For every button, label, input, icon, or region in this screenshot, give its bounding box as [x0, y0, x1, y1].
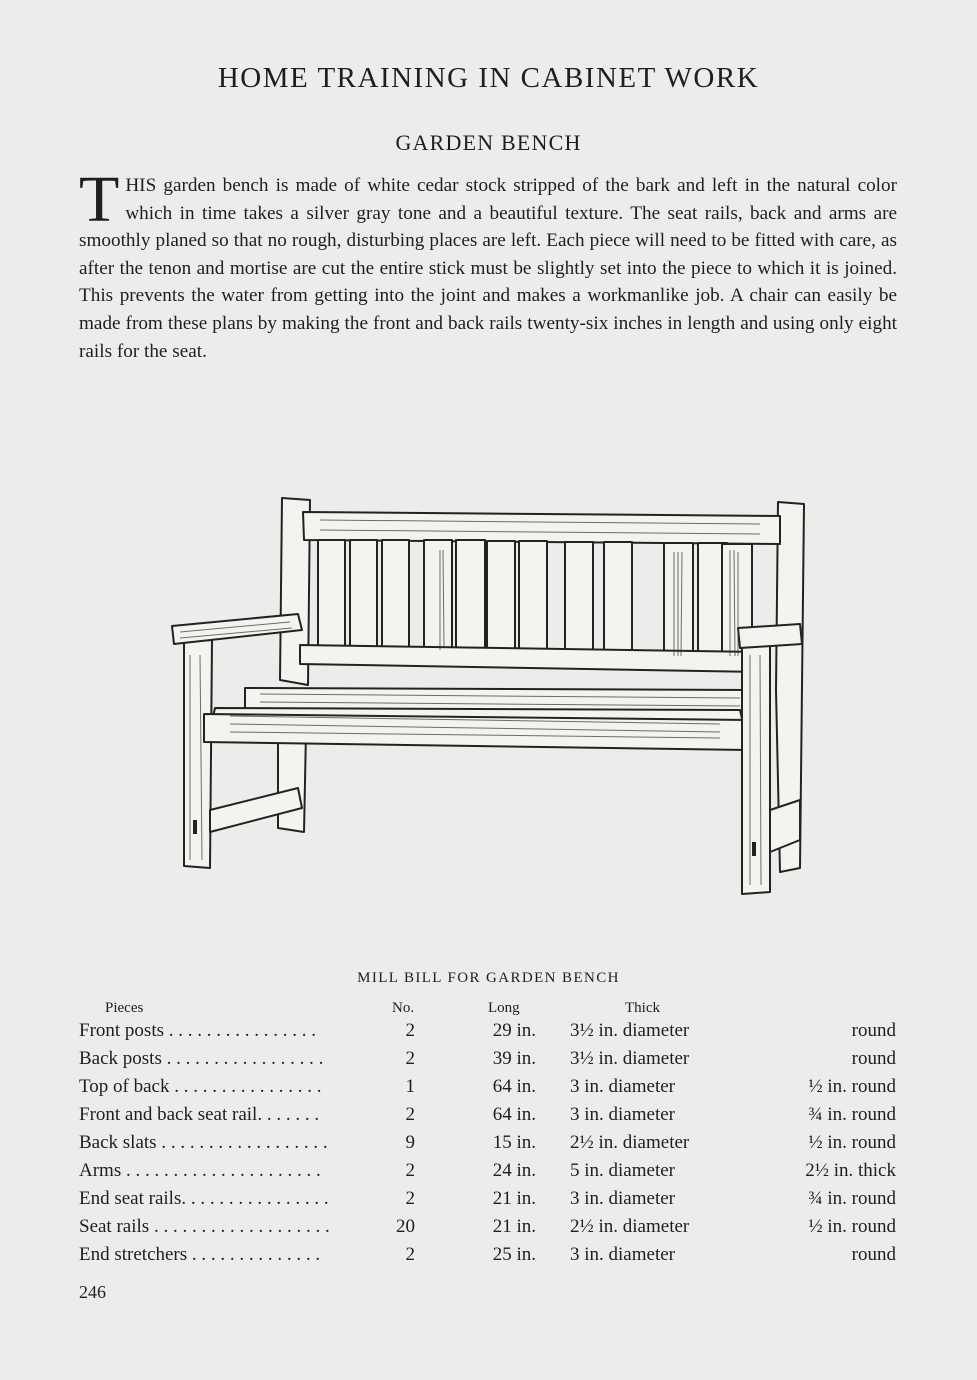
- dot-leader: . . . . . . . . . . . . . . . . . . . . .: [121, 1160, 321, 1181]
- piece-thickness: 3 in. diameter: [570, 1104, 675, 1125]
- piece-finish: 2½ in. thick: [805, 1160, 896, 1181]
- piece-length: 21 in.: [492, 1188, 536, 1209]
- piece-length: 21 in.: [492, 1216, 536, 1237]
- piece-finish: ½ in. round: [808, 1076, 896, 1097]
- piece-count: 2: [405, 1244, 415, 1265]
- piece-finish: round: [851, 1020, 896, 1041]
- table-row: [0, 1188, 977, 1216]
- dot-leader: . . . . . . . . . . . . . . . .: [181, 1188, 329, 1209]
- section-title: GARDEN BENCH: [395, 130, 582, 155]
- dot-leader: . . . . . . . . . . . . . . . . . .: [156, 1132, 328, 1153]
- piece-thickness: 3 in. diameter: [570, 1244, 675, 1265]
- piece-count: 2: [405, 1048, 415, 1069]
- piece-length: 39 in.: [492, 1048, 536, 1069]
- dot-leader: . . . . . . . . . . . . . .: [187, 1244, 321, 1265]
- piece-finish: round: [851, 1244, 896, 1265]
- table-row: [0, 1244, 977, 1272]
- piece-count: 2: [405, 1160, 415, 1181]
- piece-name: Front and back seat rail: [79, 1104, 258, 1125]
- piece-count: 1: [405, 1076, 415, 1097]
- piece-count: 9: [405, 1132, 415, 1153]
- piece-count: 2: [405, 1188, 415, 1209]
- piece-name: Top of back: [79, 1076, 170, 1097]
- piece-count: 2: [405, 1104, 415, 1125]
- table-row: [0, 1020, 977, 1048]
- piece-thickness: 3½ in. diameter: [570, 1020, 690, 1041]
- piece-thickness: 3 in. diameter: [570, 1076, 675, 1097]
- running-head: HOME TRAINING IN CABINET WORK: [217, 62, 760, 94]
- piece-count: 20: [396, 1216, 415, 1237]
- drop-cap: T: [79, 163, 120, 236]
- piece-finish: ½ in. round: [808, 1132, 896, 1153]
- table-row: [0, 1132, 977, 1160]
- garden-bench-drawing: [160, 480, 820, 900]
- piece-finish: round: [851, 1048, 896, 1069]
- piece-thickness: 2½ in. diameter: [570, 1216, 690, 1237]
- dot-leader: . . . . . . . . . . . . . . . . . . .: [149, 1216, 330, 1237]
- piece-count: 2: [405, 1020, 415, 1041]
- table-row: [0, 1160, 977, 1188]
- piece-length: 24 in.: [492, 1160, 536, 1181]
- piece-finish: ½ in. round: [808, 1216, 896, 1237]
- piece-length: 15 in.: [492, 1132, 536, 1153]
- intro-text: HIS garden bench is made of white cedar stock stripped of the bark and left in the natural color which in time takes a silver gray tone and a beautiful texture. The seat rails, back and arms are smoothly planed so that no rough, disturbing places are left. Each piece will need to be fitted with care, as after the tenon and mortise are cut the entire stick must be slightly set into the piece to which it is joined. This prevents the water from getting into the joint and makes a workmanlike job. A chair can easily be made from these plans by making the front and back rails twenty-six inches in length and using only eight rails for the seat.: [79, 175, 897, 362]
- intro-paragraph: [79, 163, 897, 365]
- piece-length: 64 in.: [492, 1104, 536, 1125]
- piece-finish: ¾ in. round: [808, 1104, 896, 1125]
- page-number: 246: [79, 1282, 106, 1302]
- piece-name: Back posts: [79, 1048, 162, 1069]
- piece-finish: ¾ in. round: [808, 1188, 896, 1209]
- piece-name: Arms: [79, 1160, 122, 1181]
- piece-name: End seat rails: [79, 1188, 182, 1209]
- piece-name: Seat rails: [79, 1216, 150, 1237]
- header-no: No.: [392, 1000, 415, 1016]
- piece-length: 64 in.: [492, 1076, 536, 1097]
- table-row: [0, 1048, 977, 1076]
- table-row: [0, 1216, 977, 1244]
- table-row: [0, 1076, 977, 1104]
- table-row: [0, 1104, 977, 1132]
- piece-thickness: 2½ in. diameter: [570, 1132, 690, 1153]
- header-long: Long: [488, 1000, 520, 1016]
- piece-name: End stretchers: [79, 1244, 188, 1265]
- dot-leader: . . . . . . . . . . . . . . . .: [169, 1076, 322, 1097]
- mill-bill-title: MILL BILL FOR GARDEN BENCH: [357, 970, 620, 986]
- piece-name: Back slats: [79, 1132, 157, 1153]
- dot-leader: . . . . . . .: [257, 1104, 320, 1125]
- piece-thickness: 3 in. diameter: [570, 1188, 675, 1209]
- piece-name: Front posts: [79, 1020, 164, 1041]
- dot-leader: . . . . . . . . . . . . . . . .: [164, 1020, 316, 1041]
- dot-leader: . . . . . . . . . . . . . . . . .: [161, 1048, 324, 1069]
- header-pieces: Pieces: [105, 1000, 144, 1016]
- piece-thickness: 5 in. diameter: [570, 1160, 675, 1181]
- piece-length: 25 in.: [492, 1244, 536, 1265]
- piece-thickness: 3½ in. diameter: [570, 1048, 690, 1069]
- header-thick: Thick: [625, 1000, 660, 1016]
- piece-length: 29 in.: [492, 1020, 536, 1041]
